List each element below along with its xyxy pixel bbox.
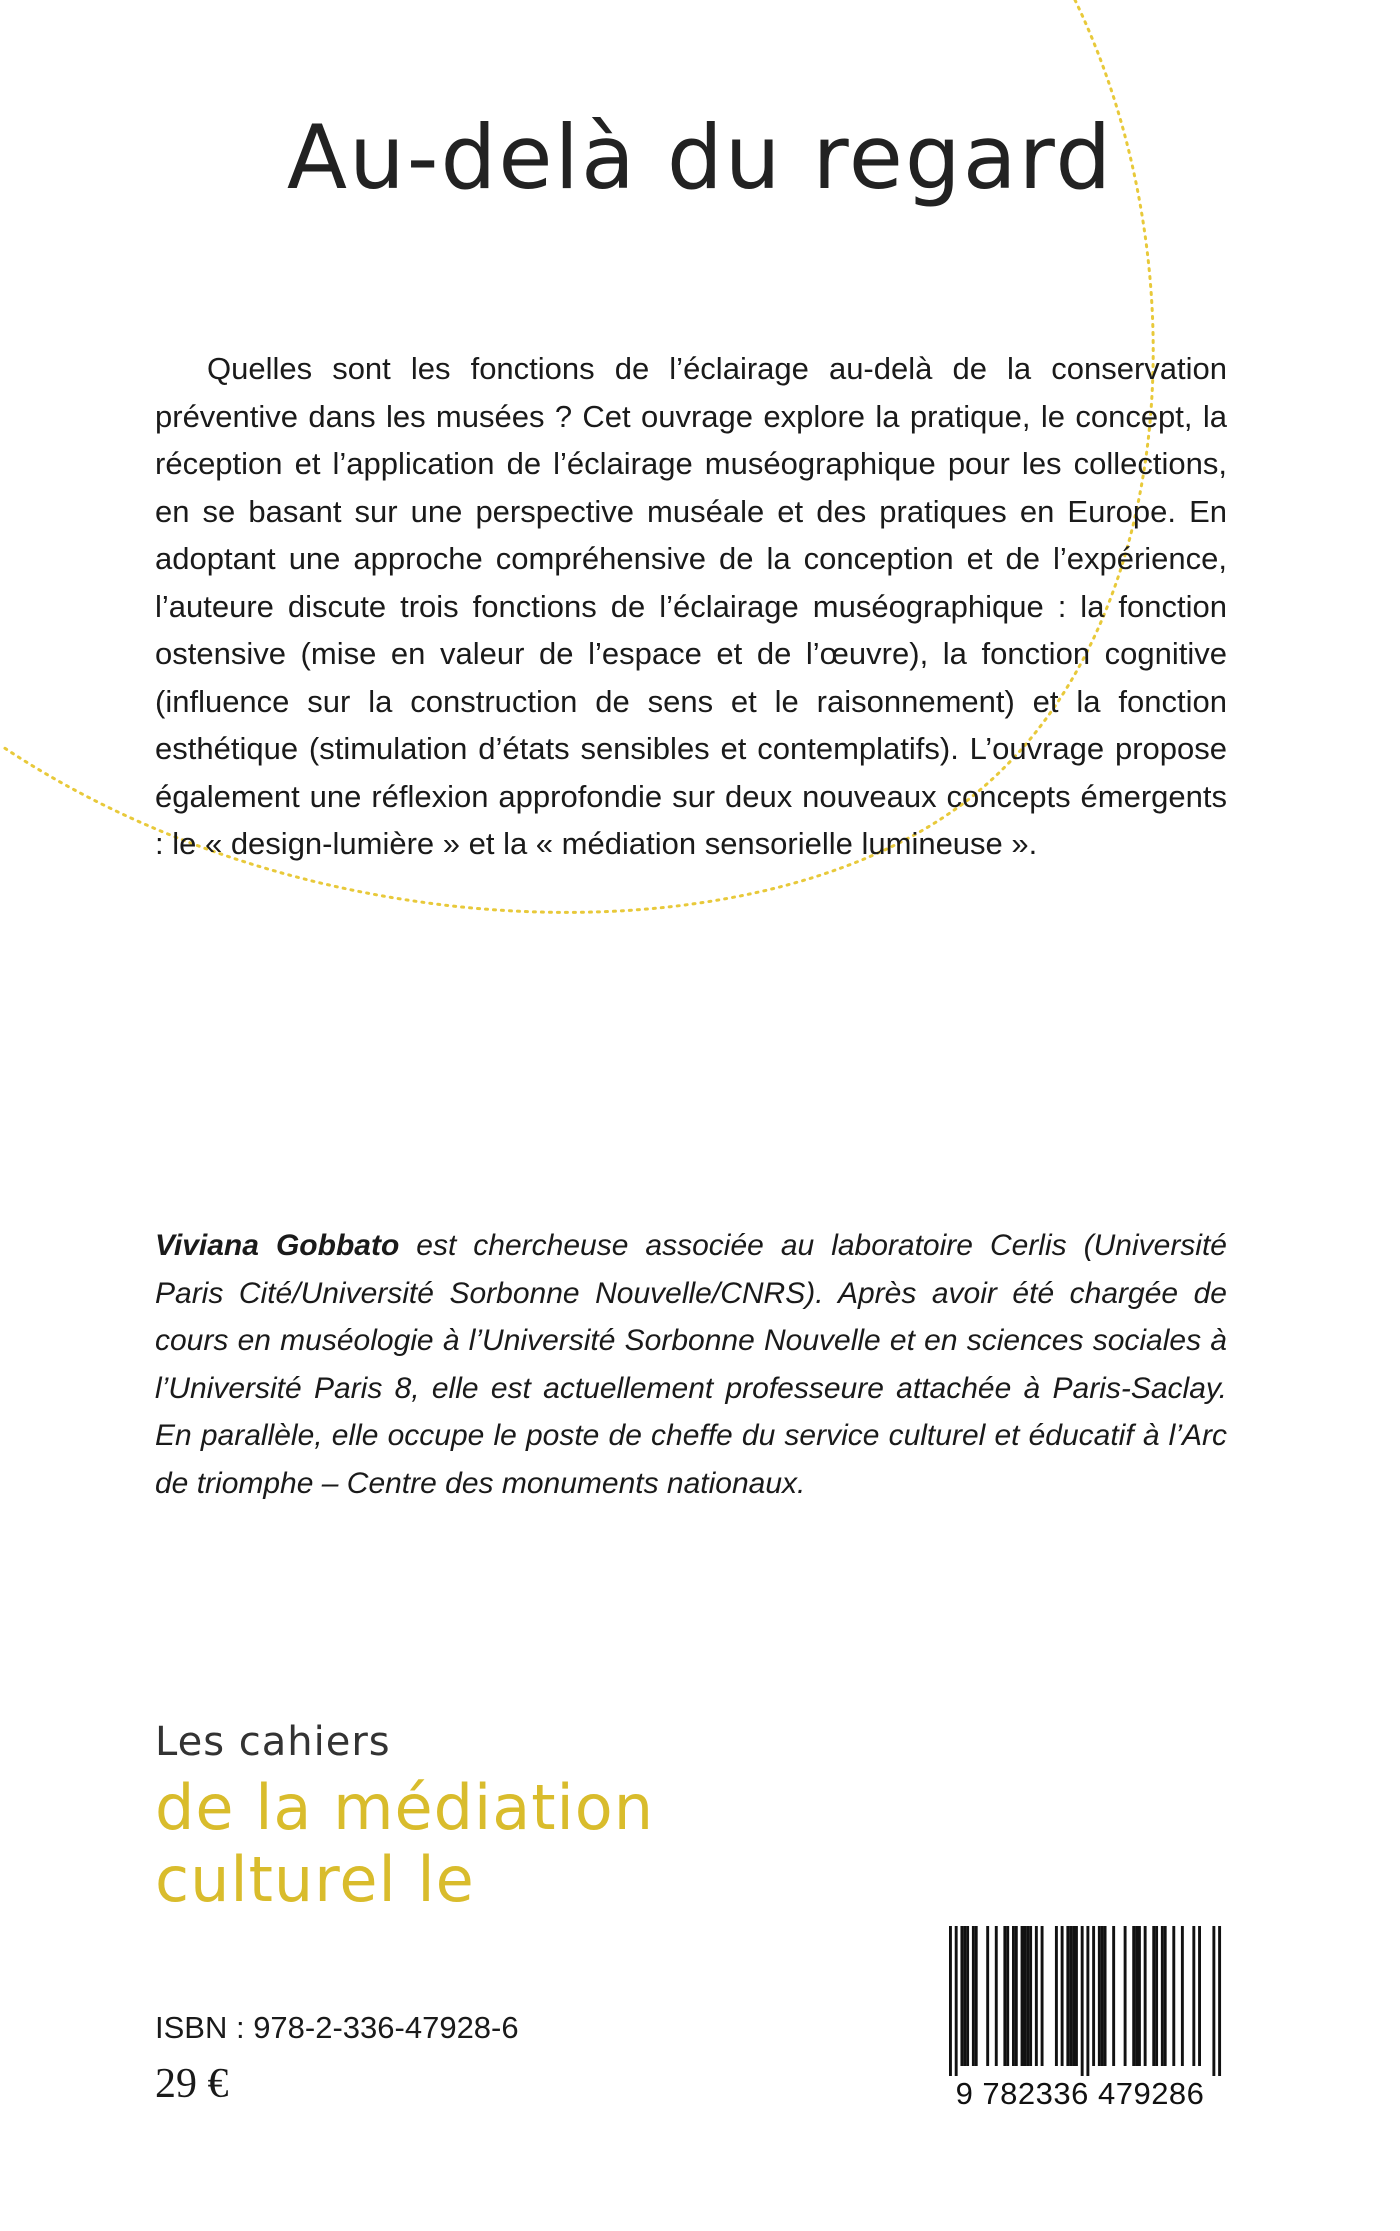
barcode-bar: [1026, 1926, 1029, 2066]
barcode-bars: [935, 1926, 1225, 2076]
barcode-bar: [1072, 1926, 1075, 2066]
barcode-bar: [1144, 1926, 1147, 2066]
barcode-bar: [1198, 1926, 1201, 2066]
barcode-bar: [1218, 1926, 1221, 2076]
barcode-bar: [966, 1926, 969, 2066]
barcode-bar: [1098, 1926, 1101, 2066]
barcode-bar: [986, 1926, 989, 2066]
barcode-bar: [1152, 1926, 1155, 2066]
barcode-bar: [995, 1926, 998, 2066]
barcode-bar: [1086, 1926, 1089, 2076]
barcode-bar: [955, 1926, 958, 2076]
barcode-bar: [1161, 1926, 1164, 2066]
barcode-bar: [1023, 1926, 1026, 2066]
barcode-bar: [1012, 1926, 1015, 2066]
barcode-bar: [963, 1926, 966, 2066]
series-line-1: Les cahiers: [155, 1719, 391, 1765]
barcode-bar: [1081, 1926, 1084, 2076]
barcode-bar: [1212, 1926, 1215, 2076]
price-text: 29 €: [155, 2061, 229, 2107]
barcode-bar: [1029, 1926, 1032, 2066]
barcode-bar: [1061, 1926, 1064, 2066]
barcode-bar: [1075, 1926, 1078, 2066]
author-bio-text: est chercheuse associée au laboratoire Cerlis (Université Paris Cité/Université Sorbonne Nouvelle/CNRS). Après avoir été chargée de cours en muséologie à l’Université Sorbonne Nouvelle et en sciences sociales à l’Université Paris 8, elle est actuellement professeure attachée à Paris-Saclay. En parallèle, elle occupe le poste de cheffe du service culturel et éducatif à l’Arc de triomphe – Centre des monuments nationaux.: [155, 1229, 1227, 1500]
barcode-bar: [1132, 1926, 1135, 2066]
barcode-bar: [1192, 1926, 1195, 2066]
barcode-bar: [1035, 1926, 1038, 2066]
barcode-bar: [1181, 1926, 1184, 2066]
author-name: Viviana Gobbato: [155, 1229, 400, 1262]
author-bio: [155, 1222, 1227, 1507]
barcode-bar: [1003, 1926, 1006, 2066]
barcode-bar: [1112, 1926, 1115, 2066]
barcode-bar: [1066, 1926, 1069, 2066]
barcode-bar: [1092, 1926, 1095, 2066]
barcode: [935, 1926, 1225, 2112]
barcode-bar: [1015, 1926, 1018, 2066]
barcode-bar: [1172, 1926, 1175, 2066]
barcode-bar: [1104, 1926, 1107, 2066]
barcode-bar: [1135, 1926, 1138, 2066]
barcode-bar: [972, 1926, 975, 2066]
barcode-bar: [1041, 1926, 1044, 2066]
series-line-2: de la médiation: [155, 1771, 655, 1844]
barcode-bar: [1101, 1926, 1104, 2066]
isbn-text: ISBN : 978-2-336-47928-6: [155, 2010, 519, 2045]
barcode-digits: 9 782336 479286: [955, 2076, 1205, 2111]
book-summary: Quelles sont les fonctions de l’éclairage au-delà de la conservation préventive dans les musées ? Cet ouvrage explore la pratique, le concept, la réception et l’application de l’éclairage muséographique pour les collections, en se basant sur une perspective muséale et des pratiques en Europe. En adoptant une approche compréhensive de la conception et de l’expérience, l’auteure discute trois fonctions de l’éclairage muséographique : la fonction ostensive (mise en valeur de l’espace et de l’œuvre), la fonction cognitive (influence sur la construction de sens et le raisonnement) et la fonction esthétique (stimulation d’états sensibles et contemplatifs). L’ouvrage propose également une réflexion approfondie sur deux nouveaux concepts émergents : le « design-lumière » et la « médiation sensorielle lumineuse ».: [155, 351, 1227, 861]
barcode-bar: [1155, 1926, 1158, 2066]
barcode-bar: [949, 1926, 952, 2076]
barcode-bar: [975, 1926, 978, 2066]
series-line-3: culturel le: [155, 1843, 475, 1916]
barcode-bar: [960, 1926, 963, 2066]
book-title: Au-delà du regard: [286, 106, 1114, 209]
series-logo: [155, 1719, 655, 1916]
barcode-bar: [1055, 1926, 1058, 2066]
barcode-bar: [1006, 1926, 1009, 2066]
barcode-bar: [1138, 1926, 1141, 2066]
barcode-bar: [1069, 1926, 1072, 2066]
barcode-bar: [1124, 1926, 1127, 2066]
barcode-bar: [1021, 1926, 1024, 2066]
barcode-bar: [1164, 1926, 1167, 2066]
